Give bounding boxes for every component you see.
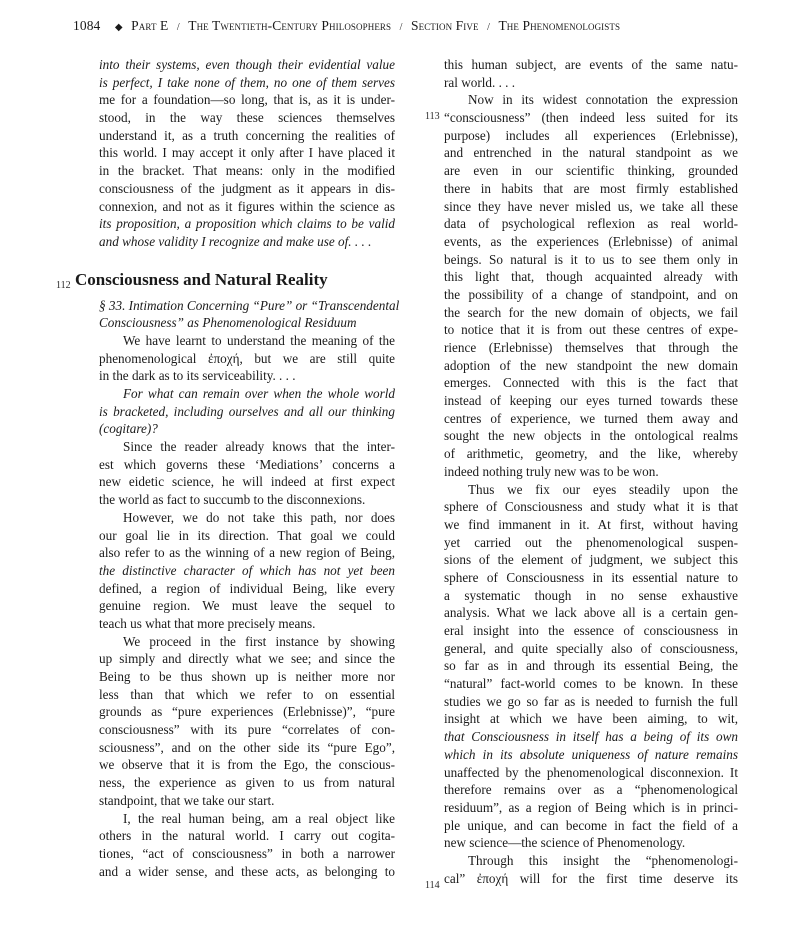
text-line: emerges. Connected with this is the fact that [444,375,738,391]
text-line: adoption of the new standpoint the new domain [444,357,738,373]
section-heading: Consciousness and Natural Reality [75,269,328,289]
text-line: genuine region. We must leave the sequel to [99,598,395,614]
text-line: there in habits that are most firmly established [444,180,738,196]
text-line: tiones, “act of consciousness” in both a narrower [99,845,395,861]
margin-number-114: 114 [425,880,440,891]
text-line: connexion, and not as it figures within the science as [99,198,395,214]
text-line: ple unique, and can become in fact the field of a [444,817,738,833]
text-line: so far as in and through its essential Being, the [444,658,738,674]
text-line: is perfect, I take none of them, no one of them serves [99,74,395,90]
diamond-icon: ◆ [114,22,123,33]
text-line: which in its absolute uniqueness of nature remains [444,746,738,762]
text-line: this world. I may accept it only after I have placed it [99,145,395,161]
text-line: beings. So natural is it to us to see them only in [444,251,738,267]
text-line: in the bracket. That means: only in the modified [99,163,395,179]
text-line: me for a foundation—so long, that is, as it is under- [99,92,395,108]
text-line: est which governs these ‘Mediations’ concerns a [99,456,395,472]
text-line: consciousness of the judgment as it appears in dis- [99,180,395,196]
text-line: teach us what that more precisely means. [99,615,316,631]
text-line: standpoint, that we take our start. [99,792,275,808]
header-chapter: The Phenomenologists [498,18,621,33]
text-line: yet carried out the phenomenological suspen- [444,534,738,550]
text-line: rience (Erlebnisse) themselves that through the [444,340,738,355]
text-line: are even in our scientific thinking, grounded [444,163,738,179]
text-line: Thus we fix our eyes steadily upon the [468,481,738,497]
text-line: in the dark as to its serviceability. . . . [99,368,296,384]
text-line: that Consciousness in itself has a being of its own [444,729,738,745]
section-subheading: Consciousness” as Phenomenological Residuum [99,315,357,331]
text-line: we observe that it is from the Ego, the conscious- [99,757,395,773]
header-section: Section Five [411,18,479,33]
text-line: centres of experience, we turned them away and [444,410,738,426]
text-line: is bracketed, including ourselves and all our thinking [99,403,395,419]
text-line: up simply and directly what we see; and since the [99,651,395,667]
text-line: and whose validity I recognize and make use of. . . . [99,233,372,249]
text-line: to notice that it is from out these centres of expe- [444,322,738,338]
text-line: We proceed in the first instance by showing [123,633,395,649]
text-line: we find immanent in it. At first, without having [444,516,738,532]
text-line: sphere of Consciousness in its essential nature to [444,569,738,585]
text-line: events, as the experiences (Erlebnisse) of animal [444,233,738,249]
text-line: (cogitare)? [99,421,158,437]
header-part: Part E [131,18,169,33]
text-line: Now in its widest connotation the expression [468,92,738,108]
slash-divider: / [487,22,490,33]
text-line: I, the real human being, am a real object like [123,810,395,826]
text-line: new science—the science of Phenomenology. [444,835,686,851]
text-line: and a wider sense, and these acts, as belonging to [99,863,395,879]
text-line: this human subject, are events of the same natu- [444,57,738,72]
text-line: Being to be thus shown up is neither more nor [99,669,395,684]
text-line: purpose) includes all experiences (Erlebnisse), [444,127,738,143]
text-line: new eidetic science, he will indeed at first expect [99,474,395,490]
text-line: understand it, as a truth concerning the realities of [99,127,395,143]
text-line: “consciousness” (then indeed less suited for its [444,110,738,126]
text-line: phenomenological ἐποχή, but we are still quite [99,350,395,366]
header-book-title: The Twentieth-Century Philosophers [188,18,392,33]
text-line: sphere of Consciousness and study what it is that [444,499,738,515]
text-line: sciousness”, and on the other side its “pure Ego”, [99,739,395,755]
margin-number-113: 113 [425,111,440,122]
text-line: eral insight into the essence of consciousness in [444,623,738,638]
text-line: less than that which we refer to on essential [99,686,395,702]
text-line: sions of the element of judgment, we subject this [444,552,738,568]
text-line: the world as fact to succumb to the disconnexions. [99,492,366,508]
text-line: Since the reader already knows that the inter- [123,439,395,455]
text-line: For what can remain over when the whole world [123,386,395,401]
text-line: the possibility of a change of standpoint, and on [444,286,738,302]
text-line: indeed nothing truly new was to be won. [444,463,659,479]
text-line: others in the natural world. I carry out cogita- [99,828,395,844]
text-line: general, and quite specially also of consciousness, [444,640,738,656]
text-line: since they have never misled us, we take all these [444,198,738,214]
text-line: the search for the new domain of objects, we fail [444,304,738,320]
left-column [75,56,400,880]
text-line: consciousness” with its pure “correlates of con- [99,722,395,738]
text-line: also refer to as the winning of a new region of Being, [99,545,395,561]
text-line: analysis. What we lack above all is a certain gen- [444,605,738,621]
text-line: insight at which we have been aiming, to wit, [444,711,738,727]
running-header [73,16,763,38]
text-line: the distinctive character of which has not yet been [99,562,395,578]
text-line: “natural” fact-world comes to be known. In these [444,676,738,692]
text-line: defined, a region of individual Being, like every [99,580,395,596]
text-line: grounds as “pure experiences (Erlebnisse)”, “pure [99,704,395,720]
text-line: a systematic though in no sense exhaustive [444,587,738,603]
text-line: into their systems, even though their evidential value [99,57,395,72]
margin-number-112: 112 [56,280,71,291]
slash-divider: / [399,22,403,33]
text-line: ness, the experience as given to us from natural [99,775,395,791]
text-line: stood, in the way these sciences themselves [99,110,395,126]
text-line: Through this insight the “phenomenologi- [468,852,738,868]
right-column [444,56,738,887]
text-line: and entrenched in the natural standpoint as we [444,145,738,161]
text-line: instead of keeping our eyes turned towards these [444,393,738,409]
text-line: unaffected by the phenomenological disconnexion. It [444,764,738,780]
text-line: data of psychological reflexion as real world- [444,216,738,232]
text-line: this light that, though acquainted already with [444,269,738,285]
text-line: studies we go so far as is needed to furnish the full [444,693,738,709]
text-line: We have learnt to understand the meaning of the [123,332,395,348]
text-line: of arithmetic, geometry, and the like, whereby [444,446,738,462]
text-line: cal” ἐποχή will for the first time deserve its [444,870,738,886]
text-line: therefore remains over as a “phenomenological [444,782,738,798]
text-line: residuum”, as a region of Being which is in princi- [444,799,738,815]
text-line: ral world. . . . [444,74,516,90]
page-number: 1084 [73,18,101,33]
text-line: its proposition, a proposition which claims to be valid [99,216,395,232]
text-line: our goal lie in its direction. That goal we could [99,527,395,543]
section-subheading: § 33. Intimation Concerning “Pure” or “Transcendental [99,297,400,313]
slash-divider: / [176,22,180,33]
text-line: However, we do not take this path, nor does [123,509,395,525]
text-line: sought the new objects in the ontological realms [444,428,738,444]
